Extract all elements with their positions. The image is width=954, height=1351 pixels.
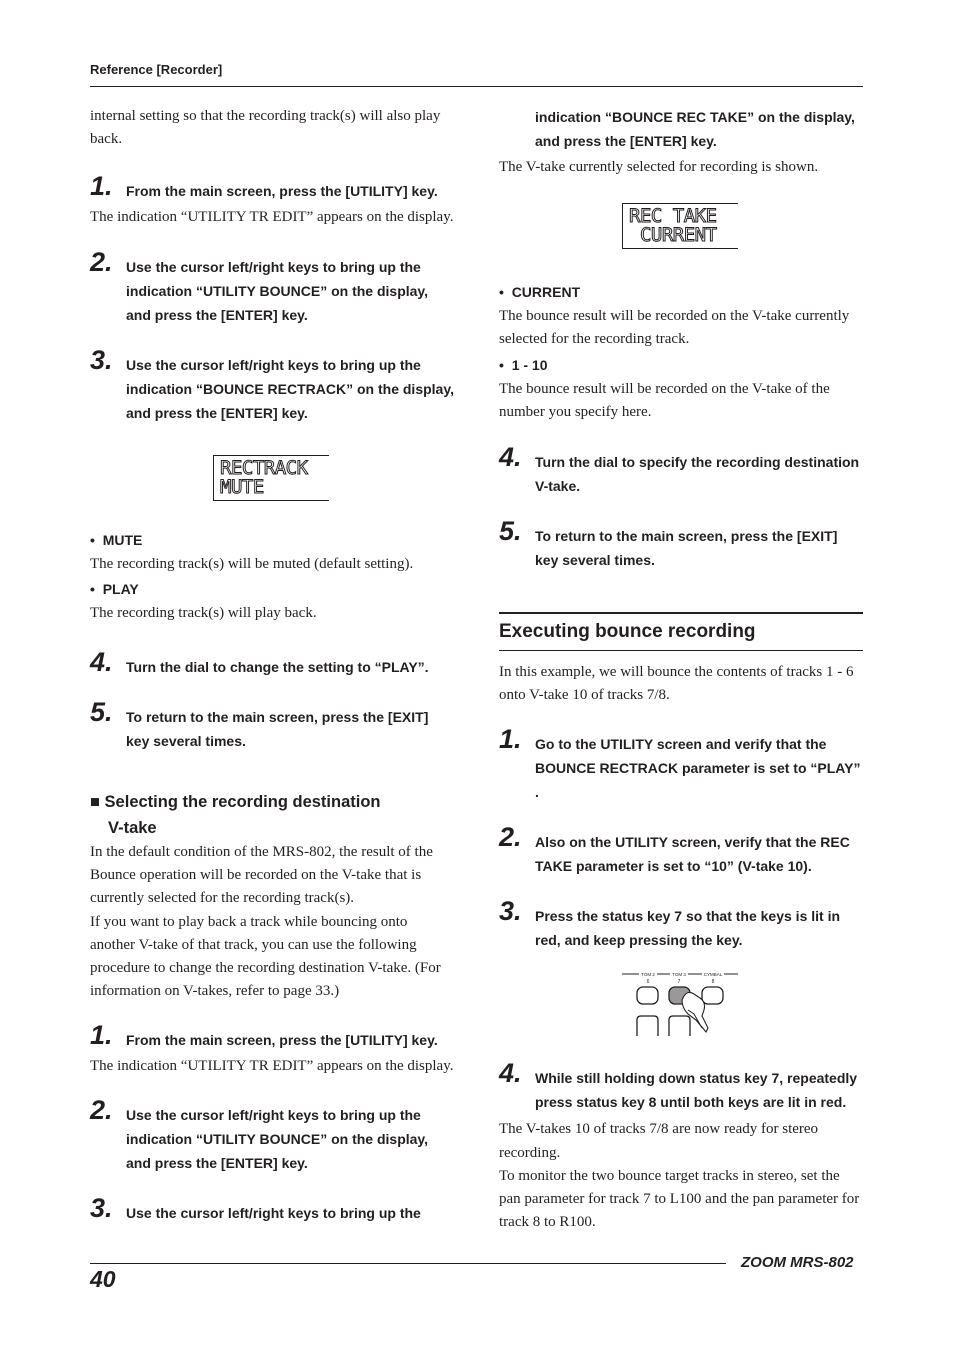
lcd-display-rec-take (622, 203, 738, 249)
option-label-play: • PLAY (90, 580, 139, 597)
key-label-8: CYMBAL (703, 972, 723, 978)
step-text: Turn the dial to change the setting to “PLAY”. (126, 659, 429, 676)
lcd-line-2: CURRENT (629, 224, 717, 247)
subsection-heading: ■ Selecting the recording destination (90, 793, 381, 812)
lcd-display-rectrack (213, 455, 329, 501)
step-number: 3. (90, 1192, 113, 1223)
step-number: 1. (499, 724, 522, 755)
step-text: Go to the UTILITY screen and verify that the BOUNCE RECTRACK parameter is set to “PLAY” . (535, 736, 861, 801)
option-desc-current: The bounce result will be recorded on the V-take currently selected for the recording track. (499, 308, 850, 348)
step-b1 (90, 1020, 455, 1052)
step-number: 4. (499, 442, 522, 473)
step-text: Use the cursor left/right keys to bring up the indication “UTILITY BOUNCE” on the display, and press the [ENTER] key. (126, 258, 429, 323)
step-b2 (90, 1094, 455, 1175)
step-text: Use the cursor left/right keys to bring up the indication “UTILITY BOUNCE” on the display, and press the [ENTER] key. (126, 1106, 429, 1171)
key-number-6: 6 (646, 979, 650, 986)
step-note: The indication “UTILITY TR EDIT” appears on the display. (90, 209, 454, 226)
step-text: Turn the dial to specify the recording destination V-take. (535, 454, 860, 495)
step-a4 (90, 647, 455, 679)
lcd-line-2: MUTE (220, 475, 264, 498)
status-keys-illustration (622, 970, 738, 1044)
key-label-6: TOM 2 (641, 972, 655, 978)
header-divider (90, 86, 863, 87)
step-number: 1. (90, 1020, 113, 1051)
step-number: 5. (499, 516, 522, 547)
lcd-line-1: REC TAKE (629, 205, 717, 228)
page-number: 40 (90, 1266, 116, 1292)
paragraph-play-back: If you want to play back a track while bouncing onto another V-take of that track, you can use the following procedure to change the recording destination V-take. (For information on V-takes, refer to page 33.) (90, 913, 441, 1000)
footer-brand: ZOOM MRS-802 (741, 1254, 854, 1271)
step-number: 2. (90, 1094, 113, 1125)
step-text: Use the cursor left/right keys to bring up the (126, 1204, 421, 1221)
right-column (499, 105, 863, 1234)
step-note: The V-take currently selected for recording is shown. (499, 159, 819, 175)
fader-7 (669, 1016, 690, 1036)
step-c4 (499, 442, 863, 498)
key-number-8: 8 (711, 979, 715, 986)
step-text: While still holding down status key 7, repeatedly press status key 8 until both keys are lit in red. (535, 1070, 858, 1111)
section-intro: In this example, we will bounce the contents of tracks 1 - 6 onto V-take 10 of tracks 7/8. (499, 664, 854, 704)
step-number: 2. (499, 822, 522, 853)
step-text: indication “BOUNCE REC TAKE” on the display, and press the [ENTER] key. (535, 109, 855, 149)
option-label-current: • CURRENT (499, 284, 581, 301)
final-paragraph-2: To monitor the two bounce target tracks in stereo, set the pan parameter for track 7 to L100 and the pan parameter for track 8 to R100. (499, 1167, 860, 1231)
final-paragraph-1: The V-takes 10 of tracks 7/8 are now ready for stereo recording. (499, 1121, 819, 1161)
step-a2 (90, 246, 455, 327)
step-d4 (499, 1058, 863, 1114)
step-number: 1. (90, 171, 113, 202)
step-number: 4. (90, 647, 113, 678)
section-heading-box (499, 612, 863, 651)
step-text: To return to the main screen, press the [EXIT] key several times. (126, 709, 429, 750)
step-a3 (90, 344, 455, 425)
option-label-mute: • MUTE (90, 531, 143, 548)
step-b3 (90, 1192, 455, 1225)
fader-6 (637, 1016, 658, 1036)
intro-paragraph: internal setting so that the recording track(s) will also play back. (90, 108, 441, 148)
step-b3-continued (499, 105, 863, 153)
option-desc-range: The bounce result will be recorded on the V-take of the number you specify here. (499, 380, 830, 420)
step-text: Use the cursor left/right keys to bring up the indication “BOUNCE RECTRACK” on the display, and press the [ENTER] key. (126, 356, 454, 421)
step-a1 (90, 171, 455, 203)
section-title: Executing bounce recording (499, 621, 756, 643)
step-d1 (499, 724, 863, 804)
key-number-7: 7 (677, 979, 681, 986)
step-d2 (499, 822, 863, 878)
step-text: Also on the UTILITY screen, verify that the REC TAKE parameter is set to “10” (V-take 10). (535, 834, 850, 875)
status-key-8 (702, 987, 723, 1004)
step-text: From the main screen, press the [UTILITY] key. (126, 1032, 438, 1049)
footer-divider (90, 1263, 726, 1264)
step-text: Press the status key 7 so that the keys is lit in red, and keep pressing the key. (535, 908, 841, 949)
lcd-line-1: RECTRACK (220, 456, 308, 479)
step-note: The indication “UTILITY TR EDIT” appears on the display. (90, 1058, 454, 1075)
left-column (90, 105, 455, 1225)
step-number: 3. (90, 344, 113, 375)
step-text: To return to the main screen, press the [EXIT] key several times. (535, 528, 838, 569)
status-keys-figure (622, 970, 738, 1044)
key-label-7: TOM 3 (672, 972, 686, 978)
step-number: 4. (499, 1058, 522, 1089)
step-number: 2. (90, 246, 113, 277)
status-key-6 (637, 987, 658, 1004)
step-number: 5. (90, 697, 113, 728)
step-text: From the main screen, press the [UTILITY] key. (126, 183, 438, 200)
step-a5 (90, 697, 455, 753)
option-desc-mute: The recording track(s) will be muted (default setting). (90, 555, 414, 572)
step-d3 (499, 896, 863, 952)
step-number: 3. (499, 896, 522, 927)
section-header-label: Reference [Recorder] (90, 62, 223, 77)
paragraph-default-condition: In the default condition of the MRS-802, the result of the Bounce operation will be recorded on the V-take that is currently selected for the recording track(s). (90, 844, 433, 907)
step-c5 (499, 516, 863, 572)
subsection-heading-cont: V-take (108, 819, 157, 838)
option-label-range: • 1 - 10 (499, 356, 548, 373)
option-desc-play: The recording track(s) will play back. (90, 604, 317, 621)
